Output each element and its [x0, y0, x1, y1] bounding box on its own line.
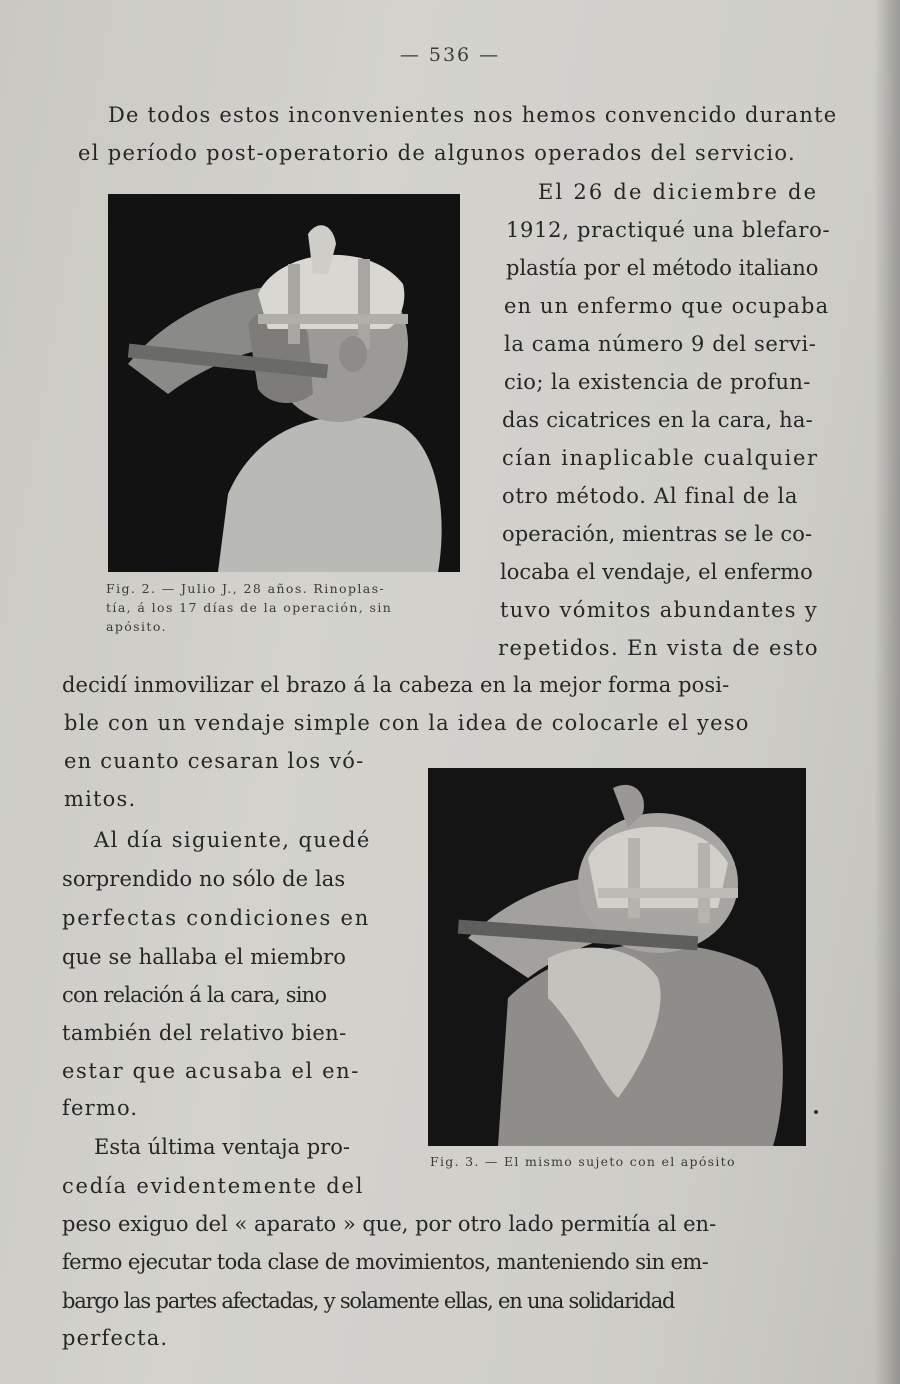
body-line: estar que acusaba el en-	[62, 1059, 360, 1083]
body-line: fermo.	[62, 1096, 139, 1120]
body-line: en cuanto cesaran los vó-	[64, 749, 365, 773]
patient-head-bandage-image	[108, 194, 460, 572]
body-line: también del relativo bien-	[62, 1021, 347, 1045]
body-line: otro método. Al final de la	[502, 484, 799, 508]
body-line: fermo ejecutar toda clase de movimientos, manteniendo sin em-	[62, 1250, 709, 1274]
body-line: ble con un vendaje simple con la idea de colocarle el yeso	[64, 711, 750, 735]
body-line: perfecta.	[62, 1326, 169, 1350]
body-line: cio; la existencia de profun-	[504, 370, 811, 394]
body-line: El 26 de diciembre de	[538, 180, 819, 204]
page-edge-shadow	[874, 0, 900, 1384]
body-line: decidí inmovilizar el brazo á la cabeza en la mejor forma posi-	[62, 673, 730, 697]
figure-2-photo	[108, 194, 460, 572]
body-line: tuvo vómitos abundantes y	[500, 598, 818, 622]
body-line: 1912, practiqué una blefaro-	[506, 218, 831, 242]
figure-3-photo	[428, 768, 806, 1146]
figure-2-caption-line: tía, á los 17 días de la operación, sin	[106, 600, 393, 615]
body-line: operación, mientras se le co-	[502, 522, 813, 546]
body-line: peso exiguo del « aparato » que, por otro lado permitía al en-	[62, 1212, 717, 1236]
body-line: cedía evidentemente del	[62, 1174, 365, 1198]
body-line: cían inaplicable cualquier	[502, 446, 819, 470]
body-line: plastía por el método italiano	[506, 256, 819, 280]
body-line: que se hallaba el miembro	[62, 945, 347, 969]
body-line: repetidos. En vista de esto	[498, 636, 819, 660]
body-line: locaba el vendaje, el enfermo	[500, 560, 813, 584]
body-line: perfectas condiciones en	[62, 906, 371, 930]
body-line: Esta última ventaja pro-	[94, 1135, 350, 1159]
body-line: con relación á la cara, sino	[62, 983, 327, 1007]
patient-bandage-apposito-image	[428, 768, 806, 1146]
figure-2-caption-line: Fig. 2. — Julio J., 28 años. Rinoplas-	[106, 581, 386, 596]
body-line: De todos estos inconvenientes nos hemos convencido durante	[108, 103, 838, 127]
body-line: bargo las partes afectadas, y solamente ellas, en una solidaridad	[62, 1289, 675, 1313]
body-line: sorprendido no sólo de las	[62, 867, 346, 891]
body-line: el período post-operatorio de algunos operados del servicio.	[78, 141, 796, 165]
body-line: mitos.	[64, 787, 137, 811]
figure-3-caption: Fig. 3. — El mismo sujeto con el apósito	[430, 1154, 736, 1169]
figure-2-caption-line: apósito.	[106, 619, 167, 634]
body-line: das cicatrices en la cara, ha-	[502, 408, 813, 432]
page-speck	[814, 1110, 818, 1114]
body-line: Al día siguiente, quedé	[94, 828, 371, 852]
page-number: — 536 —	[399, 44, 501, 66]
body-line: en un enfermo que ocupaba	[504, 294, 830, 318]
body-line: la cama número 9 del servi-	[504, 332, 817, 356]
